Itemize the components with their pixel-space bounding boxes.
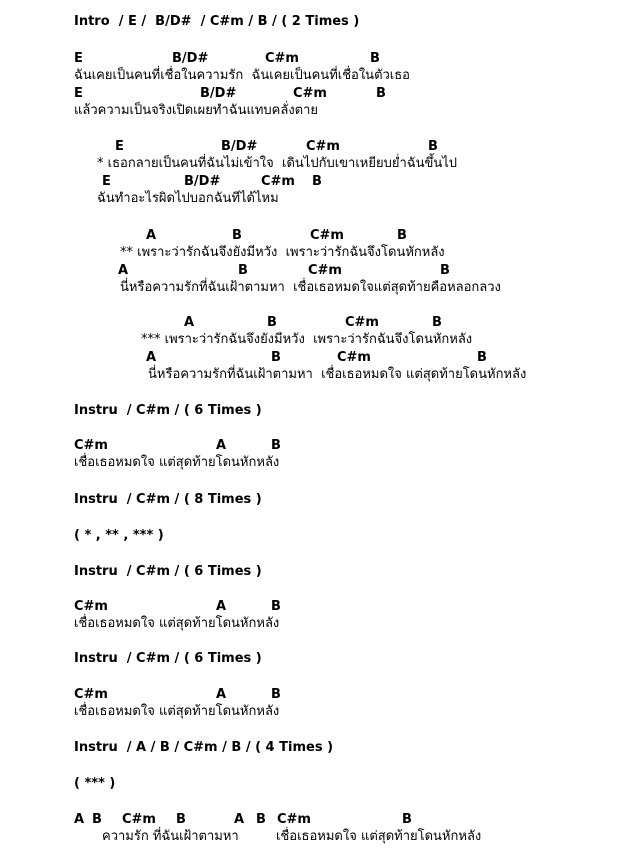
instru-line: Instru / C#m / ( 6 Times ) <box>74 403 262 418</box>
lyric-line: ** เพราะว่ารักฉันจึงยังมีหวัง เพราะว่ารักฉันจึงโดนหักหลัง <box>120 245 445 260</box>
chord: A <box>216 599 227 614</box>
chord: B <box>432 315 442 330</box>
chord: B <box>267 315 277 330</box>
chord: B <box>376 86 386 101</box>
chord: C#m <box>122 812 156 827</box>
lyric-line: แล้วความเป็นจริงเปิดเผยทำฉันแทบคลั่งตาย <box>74 103 319 118</box>
chord: C#m <box>277 812 311 827</box>
chord: B <box>271 438 281 453</box>
chord: B <box>238 263 248 278</box>
chord: A <box>74 812 85 827</box>
chord: B <box>92 812 102 827</box>
chord: A <box>146 350 157 365</box>
lyric-line: นี่หรือความรักที่ฉันเฝ้าตามหา เชื่อเธอหมดใจ แต่สุดท้ายโดนหักหลัง <box>148 367 527 382</box>
instru-line: Instru / A / B / C#m / B / ( 4 Times ) <box>74 740 334 755</box>
repeat-marker: ( * , ** , *** ) <box>74 528 164 543</box>
chord: B <box>271 599 281 614</box>
chord: A <box>184 315 195 330</box>
chord: B <box>232 228 242 243</box>
lyric-line: ฉันทำอะไรผิดไปบอกฉันทีได้ไหม <box>97 191 279 206</box>
chord: A <box>234 812 245 827</box>
chord: B <box>312 174 322 189</box>
chord: B <box>370 51 380 66</box>
chord: A <box>118 263 129 278</box>
instru-line: Instru / C#m / ( 6 Times ) <box>74 651 262 666</box>
lyric-line: เชื่อเธอหมดใจ แต่สุดท้ายโดนหักหลัง <box>276 829 482 844</box>
lyric-line: ฉันเคยเป็นคนที่เชื่อในความรัก ฉันเคยเป็นคนที่เชื่อในตัวเธอ <box>74 68 410 83</box>
lyric-line: เชื่อเธอหมดใจ แต่สุดท้ายโดนหักหลัง <box>74 704 280 719</box>
chord: B <box>397 228 407 243</box>
repeat-marker: ( *** ) <box>74 776 116 791</box>
chord: B <box>271 687 281 702</box>
chord: B/D# <box>172 51 209 66</box>
lyric-line: นี่หรือความรักที่ฉันเฝ้าตามหา เชื่อเธอหมดใจแต่สุดท้ายคือหลอกลวง <box>120 280 501 295</box>
chord: E <box>74 51 83 66</box>
chord: C#m <box>293 86 327 101</box>
chord: B <box>440 263 450 278</box>
chord: B <box>402 812 412 827</box>
chord: A <box>216 687 227 702</box>
chord: B <box>176 812 186 827</box>
lyric-line: เชื่อเธอหมดใจ แต่สุดท้ายโดนหักหลัง <box>74 616 280 631</box>
lyric-line: * เธอกลายเป็นคนที่ฉันไม่เข้าใจ เดินไปกับเขาเหยียบย่ำฉันขึ้นไป <box>97 156 458 171</box>
chord: A <box>216 438 227 453</box>
chord: C#m <box>308 263 342 278</box>
chord: C#m <box>345 315 379 330</box>
chord: B <box>428 139 438 154</box>
chord: B <box>477 350 487 365</box>
chord: C#m <box>261 174 295 189</box>
instru-line: Instru / C#m / ( 6 Times ) <box>74 564 262 579</box>
chord: A <box>146 228 157 243</box>
chord: C#m <box>310 228 344 243</box>
lyric-line: เชื่อเธอหมดใจ แต่สุดท้ายโดนหักหลัง <box>74 455 280 470</box>
chord: C#m <box>74 438 108 453</box>
chord: B <box>271 350 281 365</box>
chord: C#m <box>74 599 108 614</box>
chord: B/D# <box>200 86 237 101</box>
lyric-line: *** เพราะว่ารักฉันจึงยังมีหวัง เพราะว่ารักฉันจึงโดนหักหลัง <box>141 332 473 347</box>
chord: B <box>256 812 266 827</box>
chord: B/D# <box>221 139 258 154</box>
chord: C#m <box>74 687 108 702</box>
chord: E <box>74 86 83 101</box>
chord: B/D# <box>184 174 221 189</box>
lyric-line: ความรัก ที่ฉันเฝ้าตามหา <box>102 829 239 844</box>
chord: C#m <box>337 350 371 365</box>
chord: E <box>115 139 124 154</box>
chord: C#m <box>306 139 340 154</box>
chord: C#m <box>265 51 299 66</box>
intro-line: Intro / E / B/D# / C#m / B / ( 2 Times ) <box>74 14 360 29</box>
chord: E <box>102 174 111 189</box>
instru-line: Instru / C#m / ( 8 Times ) <box>74 492 262 507</box>
